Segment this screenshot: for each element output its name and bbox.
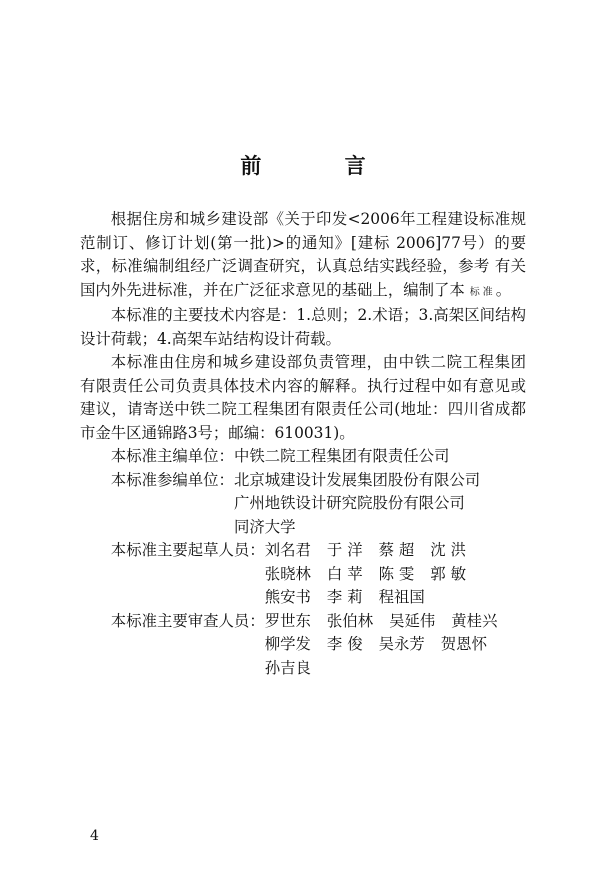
participating-units-row: [80, 469, 526, 540]
page-title: 前 言: [240, 154, 404, 178]
participating-units-label: 本标准参编单位：: [110, 470, 234, 489]
document-body: [80, 208, 526, 680]
reviewer-name: 张伯林: [326, 611, 374, 630]
drafter-name: 熊安书: [264, 588, 311, 606]
drafter-name: 白 苹: [326, 564, 363, 583]
drafters-label: 本标准主要起草人员：: [110, 541, 265, 559]
reviewer-name: 贺恩怀: [440, 635, 487, 653]
chief-editor-row: [80, 445, 526, 469]
reviewers-list: [265, 610, 526, 681]
reviewer-name: 李 俊: [326, 635, 363, 653]
drafter-name: 陈 雯: [378, 564, 415, 583]
chief-editor-label: 本标准主编单位：: [110, 447, 234, 465]
drafters-row: [80, 539, 526, 610]
drafter-name: 沈 洪: [430, 541, 466, 559]
paragraph-basis-text: 根据住房和城乡建设部《关于印发<2006年工程建设标准规范制订、修订计划(第一批)>的通知》[建标 2006]77号）的要求，标准编制组经广泛调查研究，认真总结实践经验，参考 有关国内外先进标准，并在广泛征求意见的基础上，编制了本: [80, 210, 526, 299]
reviewer-name: 黄桂兴: [451, 611, 498, 630]
drafters-list: [265, 539, 526, 610]
standard-word: 标准: [469, 286, 496, 298]
drafter-name: 于 洋: [326, 541, 363, 559]
chief-editor-value: 中铁二院工程集团有限责任公司: [233, 447, 450, 465]
reviewers-row: [80, 610, 526, 681]
participating-unit: 北京城建设计发展集团股份有限公司: [233, 470, 481, 489]
drafter-name: 张晓林: [264, 564, 311, 583]
drafter-name: 李 莉: [326, 588, 363, 606]
page-number: 4: [90, 828, 99, 844]
drafter-name: 刘名君: [264, 541, 311, 559]
reviewer-name: 吴永芳: [378, 635, 425, 653]
paragraph-basis: [80, 208, 526, 304]
drafter-name: 程祖国: [378, 588, 425, 606]
paragraph-management: 本标准由住房和城乡建设部负责管理，由中铁二院工程集团有限责任公司负责具体技术内容的解释。执行过程中如有意见或建议，请寄送中铁二院工程集团有限责任公司(地址：四川省成都市金牛区通锦路3号；邮编：610031)。: [80, 353, 526, 442]
drafter-name: 郭 敏: [430, 564, 466, 583]
paragraph-contents: 本标准的主要技术内容是：1.总则；2.术语；3.高架区间结构设计荷载；4.高架车站结构设计荷载。: [80, 306, 526, 348]
participating-unit: 广州地铁设计研究院股份有限公司: [233, 494, 465, 512]
drafter-name: 蔡 超: [378, 541, 415, 559]
reviewer-name: 孙吉良: [264, 658, 311, 677]
reviewer-name: 罗世东: [264, 611, 311, 630]
reviewer-name: 柳学发: [264, 635, 311, 653]
reviewers-label: 本标准主要审查人员：: [110, 611, 265, 630]
participating-unit: 同济大学: [233, 517, 296, 536]
participating-units-list: [234, 469, 480, 540]
reviewer-name: 吴延伟: [389, 611, 436, 630]
paragraph-basis-end: 。: [495, 280, 512, 299]
